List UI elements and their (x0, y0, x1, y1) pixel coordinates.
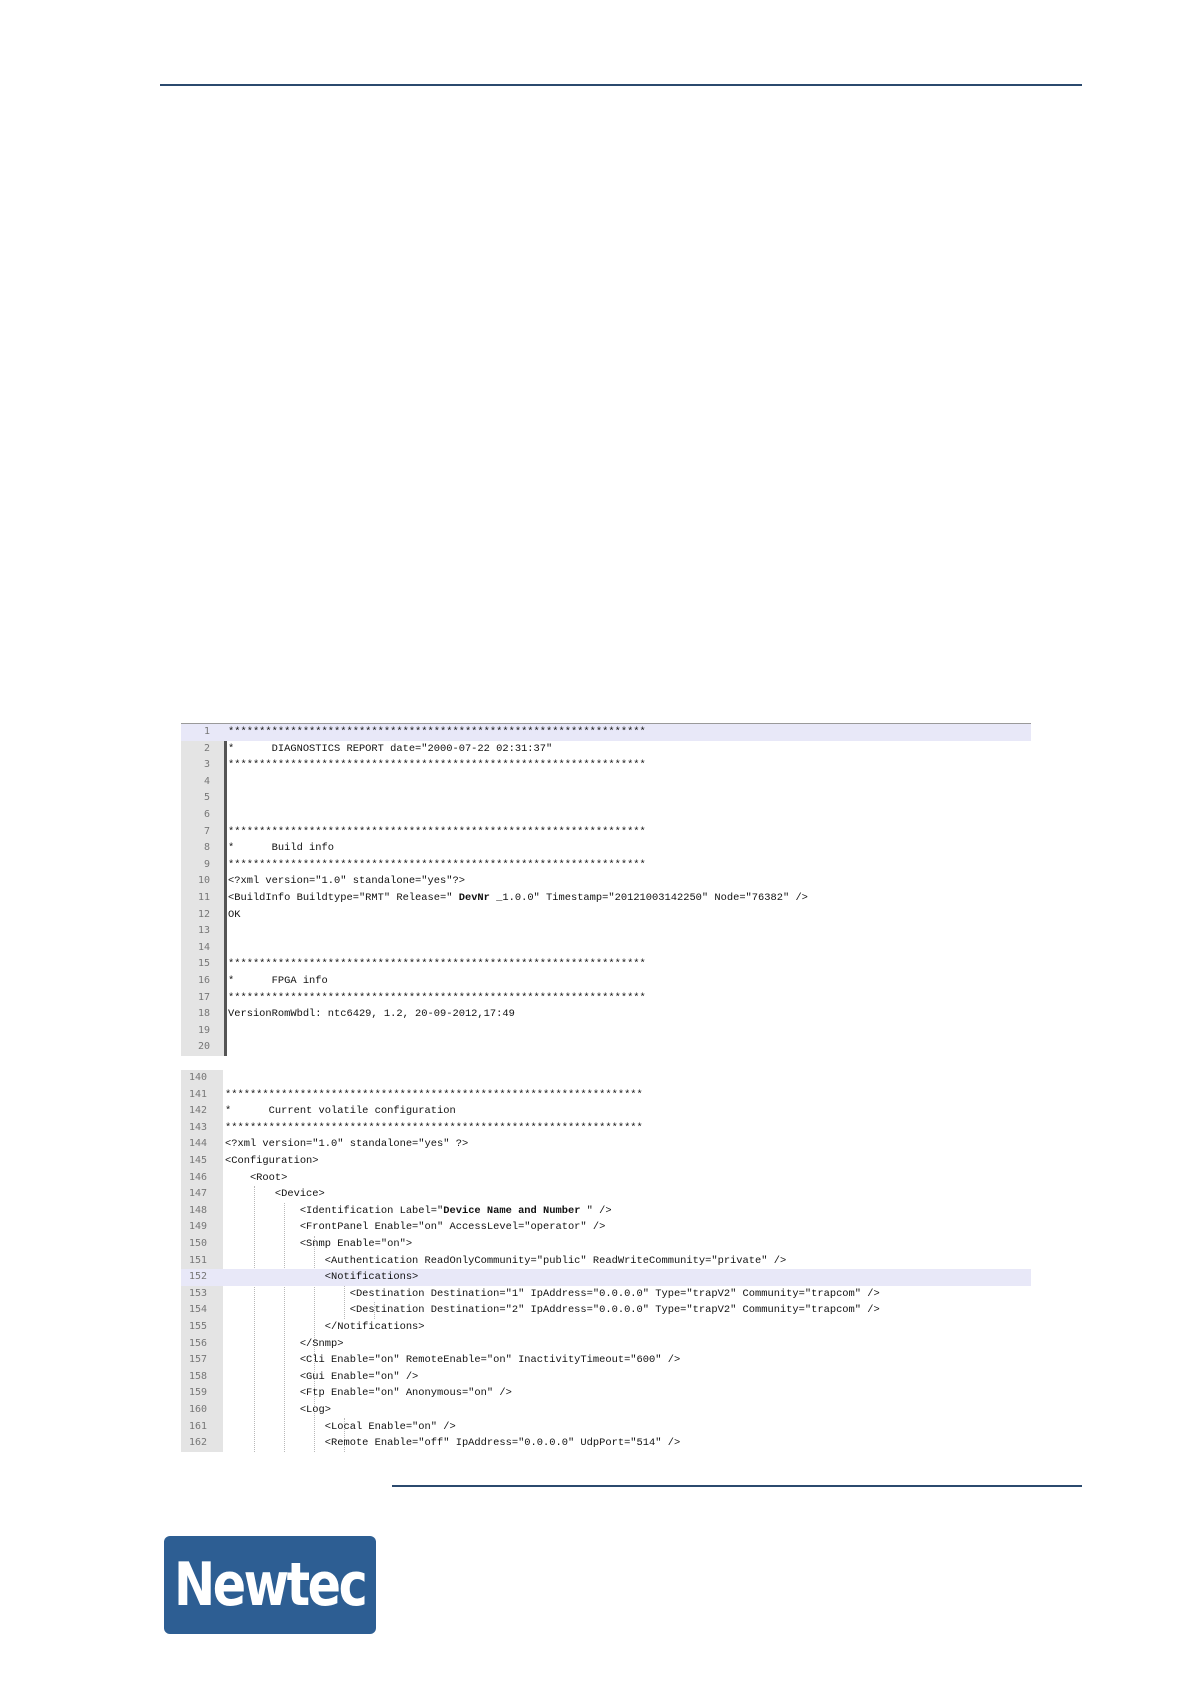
line-number: 1 (203, 726, 210, 737)
line-number: 149 (188, 1221, 207, 1233)
code-line (181, 774, 1031, 791)
code-line (181, 1253, 1031, 1270)
line-number: 5 (203, 792, 210, 804)
line-number: 147 (188, 1188, 207, 1200)
code-text: </Notifications> (225, 1321, 425, 1333)
newtec-logo (164, 1536, 376, 1634)
line-number: 145 (188, 1155, 207, 1166)
line-number: 153 (188, 1287, 207, 1299)
line-number: 12 (197, 908, 210, 920)
code-text: ******************************************************************* (225, 1088, 643, 1101)
code-text (225, 1203, 612, 1220)
line-number: 142 (188, 1105, 207, 1117)
code-text: ******************************************************************* (228, 825, 646, 838)
code-text: VersionRomWbdl: ntc6429, 1.2, 20-09-2012,17:49 (228, 1008, 515, 1021)
code-text: * Current volatile configuration (225, 1105, 456, 1118)
line-number: 140 (188, 1072, 207, 1083)
code-text: <Log> (225, 1404, 332, 1416)
code-line (181, 741, 1031, 758)
line-number: 11 (197, 892, 210, 903)
line-number: 16 (197, 975, 210, 986)
code-line (181, 1336, 1031, 1353)
code-line (181, 1435, 1031, 1452)
code-text: <Authentication ReadOnlyCommunity="public" ReadWriteCommunity="private" /> (225, 1254, 787, 1267)
line-number: 4 (203, 775, 210, 787)
code-line (181, 1136, 1031, 1153)
line-number: 160 (188, 1404, 207, 1415)
line-number: 14 (197, 941, 210, 953)
line-number: 15 (197, 958, 210, 970)
code-text: <Local Enable="on" /> (225, 1420, 456, 1433)
line-number: 151 (188, 1254, 207, 1266)
line-number: 2 (203, 742, 210, 754)
code-line (181, 1302, 1031, 1319)
code-line (181, 1352, 1031, 1369)
logo-text: Newtec (174, 1550, 366, 1620)
code-line (181, 1402, 1031, 1419)
line-number: 6 (203, 809, 210, 820)
code-segment: " /> (580, 1204, 612, 1217)
code-text: <Remote Enable="off" IpAddress="0.0.0.0" UdpPort="514" /> (225, 1437, 681, 1450)
code-line (181, 1319, 1031, 1336)
code-screenshot-volatile-configuration (181, 1070, 1031, 1452)
line-number: 144 (188, 1138, 207, 1150)
code-segment: <Identification Label=" (225, 1204, 444, 1217)
code-text: <FrontPanel Enable="on" AccessLevel="operator" /> (225, 1221, 606, 1234)
code-line (181, 1023, 1031, 1040)
code-text: ******************************************************************* (228, 726, 646, 738)
code-line (181, 1039, 1031, 1056)
code-screenshot-diagnostics-report (181, 723, 1031, 1056)
code-line (181, 1006, 1031, 1023)
line-number: 159 (188, 1387, 207, 1399)
footer-rule (392, 1485, 1082, 1487)
line-number: 148 (188, 1204, 207, 1216)
code-line (181, 824, 1031, 841)
code-bold-placeholder: Device Name and Number (443, 1204, 581, 1217)
code-line (181, 1219, 1031, 1236)
code-line (181, 807, 1031, 824)
code-line (181, 907, 1031, 924)
code-text: <Device> (225, 1188, 325, 1201)
line-number: 17 (197, 991, 210, 1003)
code-line (181, 890, 1031, 907)
line-number: 8 (203, 842, 210, 854)
code-line (181, 1087, 1031, 1104)
code-line (181, 1186, 1031, 1203)
code-line (181, 940, 1031, 957)
line-number: 19 (197, 1024, 210, 1036)
code-line (181, 857, 1031, 874)
code-text: <Destination Destination="1" IpAddress="0.0.0.0" Type="trapV2" Community="trapcom" /> (225, 1287, 880, 1300)
code-text: <Snmp Enable="on"> (225, 1238, 413, 1250)
code-text: <Notifications> (225, 1271, 419, 1284)
code-line (181, 1385, 1031, 1402)
code-line (181, 1269, 1031, 1286)
code-segment: _1.0.0" Timestamp="20121003142250" Node="76382" /> (489, 892, 808, 904)
line-number: 154 (188, 1304, 207, 1316)
code-line (181, 956, 1031, 973)
code-line (181, 1153, 1031, 1170)
line-number: 155 (188, 1321, 207, 1332)
line-number: 13 (197, 925, 210, 937)
code-text: <?xml version="1.0" standalone="yes"?> (228, 875, 465, 888)
code-line (181, 1236, 1031, 1253)
code-line (181, 873, 1031, 890)
code-bold-placeholder: DevNr (458, 892, 490, 904)
line-number: 150 (188, 1238, 207, 1249)
line-number: 158 (188, 1370, 207, 1382)
code-text: </Snmp> (225, 1337, 344, 1350)
code-text: <Ftp Enable="on" Anonymous="on" /> (225, 1387, 512, 1400)
line-number: 20 (197, 1041, 210, 1053)
code-line (181, 840, 1031, 857)
code-line (181, 1070, 1031, 1087)
code-text: <?xml version="1.0" standalone="yes" ?> (225, 1138, 469, 1151)
code-text (228, 890, 808, 907)
code-text: ******************************************************************* (228, 858, 646, 871)
code-text: ******************************************************************* (228, 958, 646, 971)
line-number: 3 (203, 759, 210, 771)
code-line (181, 973, 1031, 990)
line-number: 143 (188, 1121, 207, 1133)
line-number: 146 (188, 1171, 207, 1183)
code-segment: <BuildInfo Buildtype="RMT" Release=" (228, 892, 459, 904)
code-line (181, 790, 1031, 807)
line-number: 7 (203, 825, 210, 837)
line-number: 161 (188, 1420, 207, 1432)
code-text: <Gui Enable="on" /> (225, 1370, 419, 1383)
line-number: 152 (188, 1271, 207, 1283)
code-text: * DIAGNOSTICS REPORT date="2000-07-22 02:31:37" (228, 742, 553, 755)
code-line (181, 1419, 1031, 1436)
code-line (181, 1369, 1031, 1386)
line-number: 157 (188, 1354, 207, 1366)
code-text: <Configuration> (225, 1155, 319, 1167)
code-text: <Root> (225, 1171, 288, 1184)
code-line (181, 1170, 1031, 1187)
code-line (181, 990, 1031, 1007)
code-line (181, 923, 1031, 940)
line-number: 162 (188, 1437, 207, 1449)
code-line (181, 1203, 1031, 1220)
code-text: * FPGA info (228, 975, 328, 987)
code-line (181, 1286, 1031, 1303)
code-text: <Destination Destination="2" IpAddress="0.0.0.0" Type="trapV2" Community="trapcom" /> (225, 1304, 880, 1317)
header-rule (160, 84, 1082, 86)
code-line (181, 757, 1031, 774)
line-number: 9 (203, 858, 210, 870)
code-text: ******************************************************************* (228, 991, 646, 1004)
code-text: ******************************************************************* (228, 759, 646, 772)
code-text: <Cli Enable="on" RemoteEnable="on" InactivityTimeout="600" /> (225, 1354, 681, 1367)
line-number: 18 (197, 1008, 210, 1020)
code-text: OK (228, 908, 241, 921)
line-number: 141 (188, 1088, 207, 1100)
code-text: * Build info (228, 842, 335, 855)
code-line (181, 724, 1031, 741)
line-number: 156 (188, 1337, 207, 1349)
code-line (181, 1103, 1031, 1120)
code-text: ******************************************************************* (225, 1121, 643, 1134)
line-number: 10 (197, 875, 210, 887)
code-line (181, 1120, 1031, 1137)
